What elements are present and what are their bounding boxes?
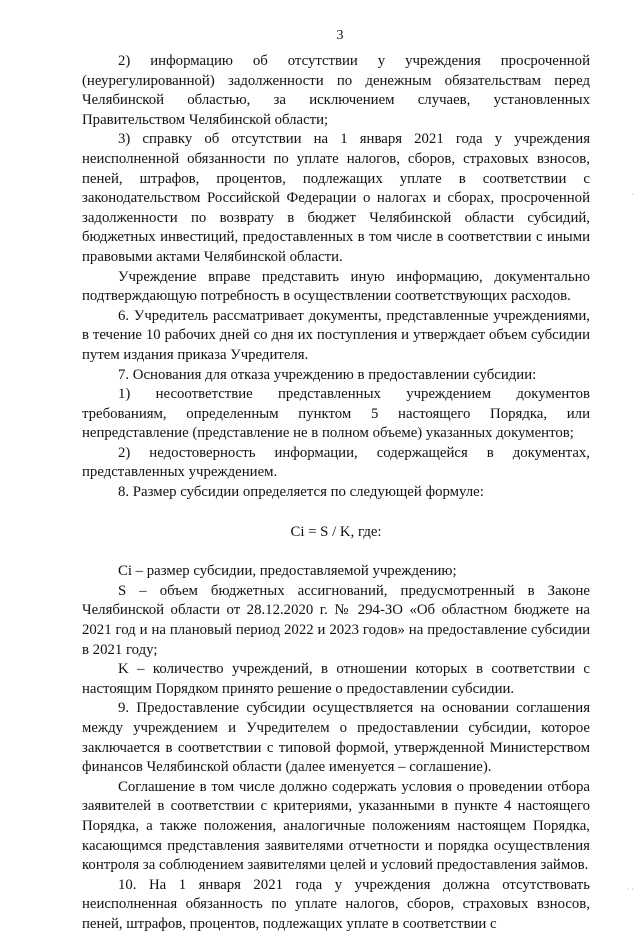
paragraph-additional-info: Учреждение вправе представить иную информацию, документально подтверждающую потребность в осуществлении соответствующих расходов. — [82, 268, 590, 305]
paragraph-clause-7-item-1: 1) несоответствие представленных учреждением документов требованиям, определенным пунктом 5 настоящего Порядка, или непредставление (представление не в полном объеме) указанных документов; — [82, 386, 590, 442]
paragraph-clause-7-item-2: 2) недостоверность информации, содержащейся в документах, представленных учреждением. — [82, 444, 590, 481]
paragraph-clause-9: 9. Предоставление субсидии осуществляется на основании соглашения между учреждением и Учредителем о предоставлении субсидии, которое заключается в соответствии с типовой формой, утвержденной Министерством финансов Челябинской области (далее именуется – соглашение). — [82, 700, 590, 776]
scan-mark: · — [631, 190, 634, 199]
definition-s: S – объем бюджетных ассигнований, предусмотренный в Законе Челябинской области от 28.12.2020 г. № 294-ЗО «Об областном бюджете на 2021 год и на плановый период 2022 и 2023 годов» на предоставление субсидии в 2021 году; — [82, 582, 590, 658]
paragraph-clause-10: 10. На 1 января 2021 года у учреждения должна отсутствовать неисполненная обязанность по уплате налогов, сборов, страховых взносов, пеней, штрафов, процентов, подлежащих уплате в соответствии с — [82, 876, 590, 932]
paragraph-agreement: Соглашение в том числе должно содержать условия о проведении отбора заявителей в соответствии с критериями, указанными в пункте 4 настоящего Порядка, а также положения, аналогичные положениям настоящем Порядка, касающимся представления заявителями отчетности и порядка осуществления контроля за соблюдением заявителями целей и условий предоставления займов. — [82, 778, 590, 874]
definition-ci: Ci – размер субсидии, предоставляемой учреждению; — [118, 563, 457, 580]
paragraph-clause-6: 6. Учредитель рассматривает документы, представленные учреждениями, в течение 10 рабочих дней со дня их поступления и утверждает объем субсидии путем издания приказа Учредителя. — [82, 307, 590, 363]
paragraph-item-3: 3) справку об отсутствии на 1 января 2021 года у учреждения неисполненной обязанности по уплате налогов, сборов, страховых взносов, пеней, штрафов, процентов, подлежащих уплате в соответствии с законодательством Российской Федерации о налогах и сборах, просроченной задолженности по возврату в бюджет Челябинской области субсидий, бюджетных инвестиций, предоставленных в том числе в соответствии с иными правовыми актами Челябинской области. — [82, 131, 590, 265]
definition-k: K – количество учреждений, в отношении которых в соответствии с настоящим Порядком принято решение о предоставлении субсидии. — [82, 661, 590, 697]
paragraph-clause-8: 8. Размер субсидии определяется по следующей формуле: — [118, 484, 484, 501]
paragraph-clause-7: 7. Основания для отказа учреждению в предоставлении субсидии: — [118, 366, 537, 383]
page-number: 3 — [336, 28, 344, 43]
subsidy-formula: Ci = S / K, где: — [290, 523, 382, 540]
paragraph-item-2: 2) информацию об отсутствии у учреждения просроченной (неурегулированной) задолженности по денежным обязательствам перед Челябинской областью, за исключением случаев, установленных Правительством Челябинской области; — [82, 53, 590, 128]
scan-mark: · · — [626, 885, 634, 894]
